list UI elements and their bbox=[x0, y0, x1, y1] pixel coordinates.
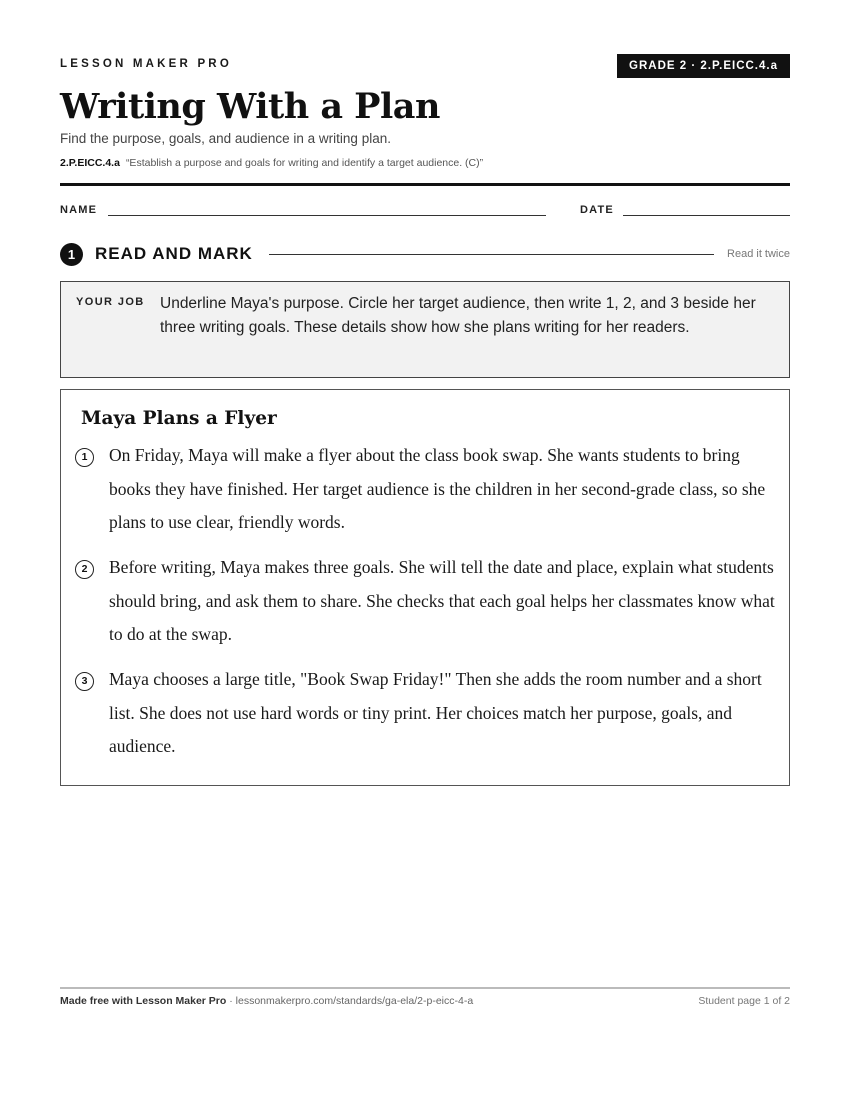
standard-text: “Establish a purpose and goals for writing and identify a target audience. (C)” bbox=[125, 157, 484, 169]
paragraph-number-icon: 2 bbox=[75, 560, 94, 579]
name-field[interactable] bbox=[108, 215, 546, 216]
footer-credit bbox=[60, 995, 473, 1007]
standard-line bbox=[60, 157, 483, 169]
footer-url: · lessonmakerpro.com/standards/ga-ela/2-p-eicc-4-a bbox=[226, 995, 474, 1007]
paragraph-number-icon: 1 bbox=[75, 448, 94, 467]
page-subtitle: Find the purpose, goals, and audience in a writing plan. bbox=[60, 131, 391, 146]
name-date-row bbox=[60, 204, 790, 218]
section-note: Read it twice bbox=[727, 248, 790, 260]
reading-passage bbox=[60, 389, 790, 786]
worksheet-page bbox=[60, 0, 790, 1100]
paragraph-number-icon: 3 bbox=[75, 672, 94, 691]
paragraph-text: Before writing, Maya makes three goals. She will tell the date and place, explain what students should bring, and ask them to share. She checks that each goal helps her classmates know what to do at the swap. bbox=[109, 557, 775, 644]
name-label: NAME bbox=[60, 204, 98, 216]
passage-title: Maya Plans a Flyer bbox=[81, 408, 277, 429]
section-header bbox=[60, 242, 790, 266]
section-divider bbox=[269, 254, 714, 255]
footer-made-with: Made free with Lesson Maker Pro bbox=[60, 995, 227, 1007]
footer-divider bbox=[60, 987, 790, 989]
date-field[interactable] bbox=[623, 215, 790, 216]
grade-badge: GRADE 2 · 2.P.EICC.4.a bbox=[617, 54, 790, 78]
paragraph-text: On Friday, Maya will make a flyer about the class book swap. She wants students to bring books they have finished. Her target audience is the children in her second-grade class, so she plans to use clear, friendly words. bbox=[109, 445, 766, 532]
header-divider bbox=[60, 183, 790, 186]
your-job-label: YOUR JOB bbox=[76, 296, 145, 308]
your-job-box bbox=[60, 281, 790, 378]
page-title: Writing With a Plan bbox=[60, 86, 440, 127]
section-title: READ AND MARK bbox=[95, 244, 253, 263]
your-job-instructions: Underline Maya's purpose. Circle her target audience, then write 1, 2, and 3 beside her three writing goals. These details show how she plans writing for her readers. bbox=[160, 295, 756, 336]
date-label: DATE bbox=[580, 204, 614, 216]
section-number-badge: 1 bbox=[60, 243, 83, 266]
paragraph-text: Maya chooses a large title, "Book Swap Friday!" Then she adds the room number and a short list. She does not use hard words or tiny print. Her choices match her purpose, goals, and audience. bbox=[109, 669, 762, 756]
footer-page-number: Student page 1 of 2 bbox=[698, 995, 790, 1007]
brand-name: LESSON MAKER PRO bbox=[60, 58, 232, 70]
standard-code: 2.P.EICC.4.a bbox=[60, 157, 120, 169]
